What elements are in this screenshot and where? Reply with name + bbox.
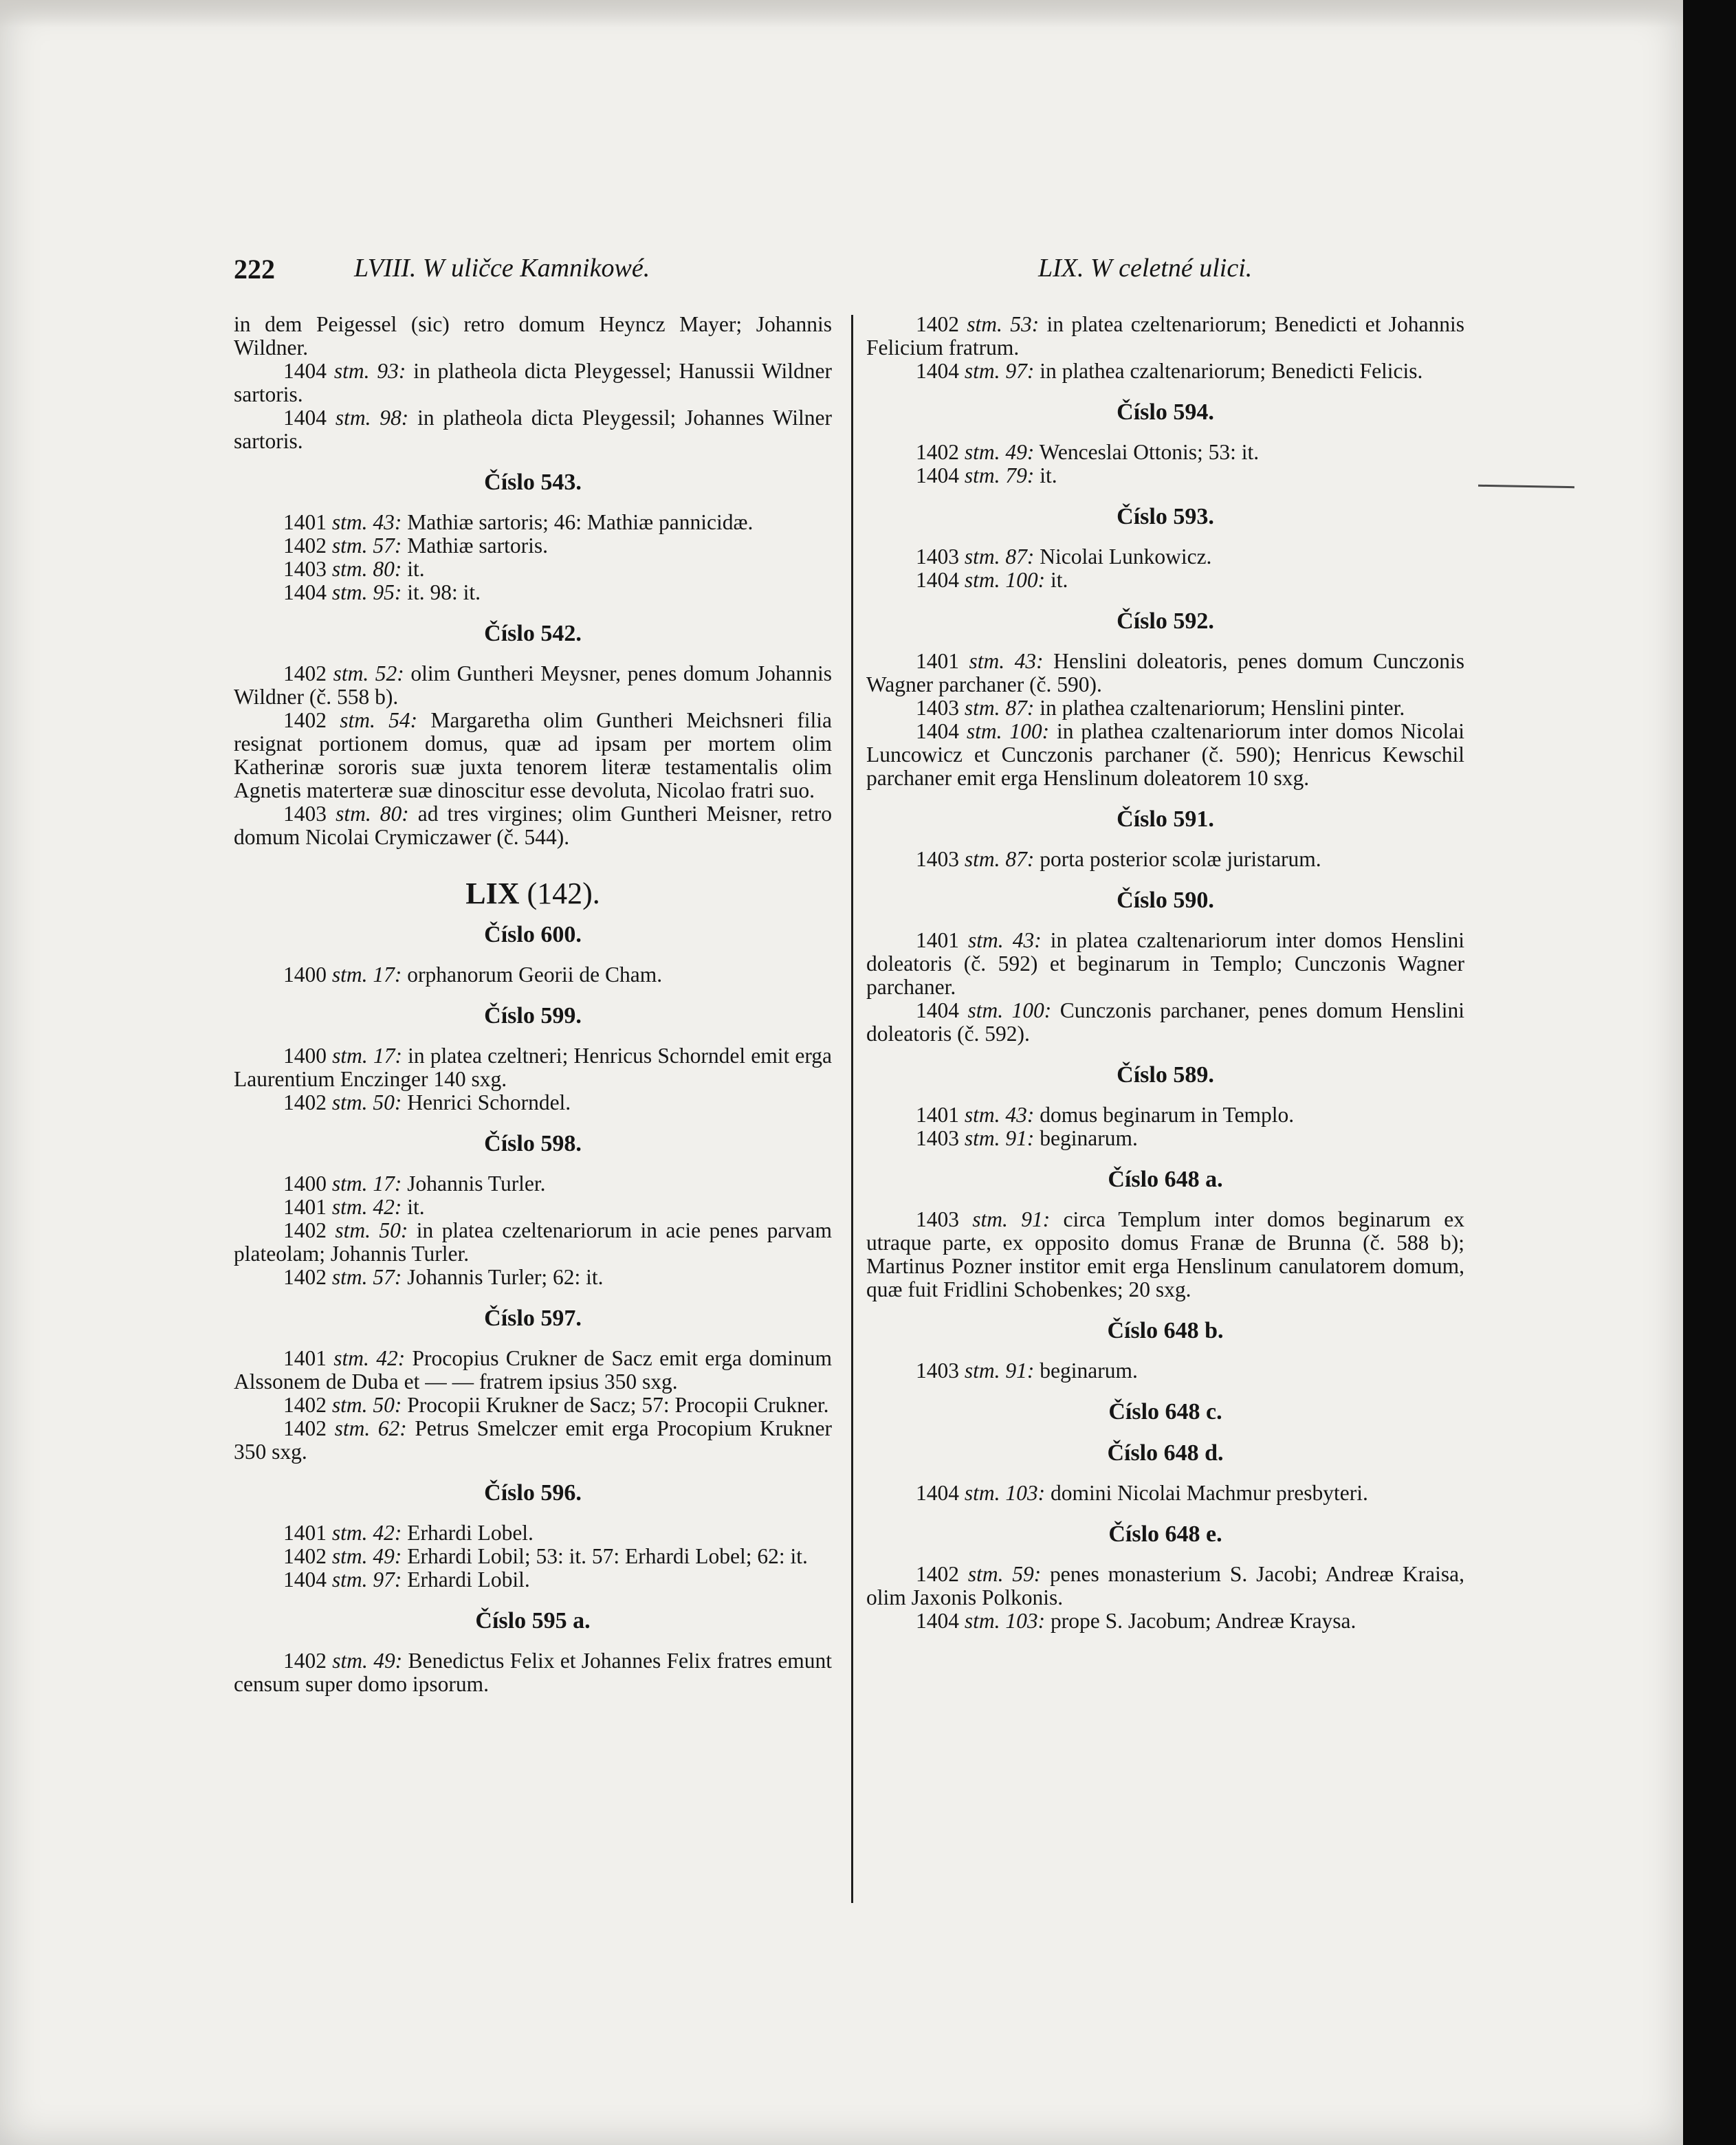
record-year: 1403 [916, 1358, 965, 1383]
entry-heading: Číslo 543. [484, 470, 582, 495]
entry-heading: Číslo 596. [484, 1480, 582, 1506]
entry-heading: Číslo 598. [484, 1131, 582, 1156]
record-reference: stm. 87: [964, 696, 1035, 720]
section-number: (142). [519, 877, 600, 910]
record-paragraph [234, 963, 832, 987]
record-reference: stm. 17: [331, 1172, 402, 1196]
record-reference: stm. 98: [335, 406, 409, 430]
record-text: it. [1034, 463, 1057, 487]
record-paragraph [866, 1103, 1464, 1127]
record-year: 1401 [283, 510, 332, 534]
entry-heading: Číslo 593. [1117, 504, 1214, 529]
entry-heading: Číslo 597. [484, 1306, 582, 1331]
record-text: Erhardi Lobil. [402, 1568, 530, 1592]
record-text: beginarum. [1034, 1358, 1138, 1383]
record-text: Nicolai Lunkowicz. [1034, 544, 1212, 569]
right-column [866, 313, 1464, 1633]
record-reference: stm. 79: [964, 463, 1035, 487]
margin-pen-mark [1478, 485, 1574, 488]
record-reference: stm. 50: [331, 1090, 402, 1114]
record-year: 1404 [283, 1568, 332, 1592]
entry-heading: Číslo 590. [1117, 888, 1214, 913]
record-reference: stm. 100: [967, 998, 1052, 1022]
record-text: in platheola dicta Pleygessil; Johannes Wilner sartoris. [234, 406, 833, 453]
entry-heading: Číslo 594. [1117, 399, 1214, 425]
record-reference: stm. 43: [968, 928, 1042, 952]
right-running-title: LIX. W celetné ulici. [1038, 254, 1253, 283]
record-paragraph [234, 662, 832, 709]
record-reference: stm. 49: [964, 440, 1035, 464]
record-reference: stm. 91: [964, 1358, 1035, 1383]
record-paragraph [234, 1219, 832, 1266]
record-year: 1404 [916, 1481, 965, 1505]
record-paragraph [234, 406, 832, 453]
record-paragraph [866, 999, 1464, 1046]
column-divider [851, 315, 853, 1903]
record-year: 1401 [916, 928, 969, 952]
record-reference: stm. 80: [331, 557, 402, 581]
record-text: in platea czeltenariorum in acie penes parvam plateolam; Johannis Turler. [234, 1218, 833, 1266]
record-year: 1403 [283, 802, 336, 826]
record-reference: stm. 42: [331, 1195, 402, 1219]
record-year: 1402 [916, 1562, 968, 1586]
record-reference: stm. 91: [964, 1126, 1035, 1150]
record-reference: stm. 42: [331, 1521, 402, 1545]
record-paragraph [234, 581, 832, 604]
record-paragraph [866, 313, 1464, 360]
record-year: 1401 [916, 649, 969, 673]
record-year: 1402 [916, 312, 967, 336]
record-paragraph [234, 511, 832, 534]
record-year: 1402 [283, 661, 333, 685]
record-text: Petrus Smelczer emit erga Procopium Krukner 350 sxg. [234, 1416, 832, 1464]
entry-heading: Číslo 600. [484, 922, 582, 947]
record-reference: stm. 100: [964, 568, 1046, 592]
record-year: 1401 [283, 1195, 332, 1219]
record-text: Johannis Turler; 62: it. [402, 1265, 604, 1289]
record-reference: stm. 43: [964, 1103, 1035, 1127]
record-year: 1401 [283, 1521, 332, 1545]
entry-heading: Číslo 648 e. [1108, 1521, 1222, 1547]
record-paragraph [866, 1359, 1464, 1383]
record-reference: stm. 17: [332, 1044, 402, 1068]
record-year: 1402 [283, 1416, 335, 1440]
record-reference: stm. 43: [331, 510, 402, 534]
record-year: 1402 [916, 440, 965, 464]
record-paragraph [866, 650, 1464, 696]
entry-heading: Číslo 599. [484, 1003, 582, 1028]
record-paragraph [866, 1482, 1464, 1505]
record-year: 1402 [283, 1265, 332, 1289]
record-year: 1404 [916, 1609, 965, 1633]
entry-heading: Číslo 648 a. [1108, 1167, 1223, 1192]
record-text: in platheola dicta Pleygessel; Hanussii Wildner sartoris. [234, 359, 833, 406]
record-text: Mathiæ sartoris; 46: Mathiæ pannicidæ. [402, 510, 754, 534]
record-text: Henrici Schorndel. [402, 1090, 571, 1114]
record-year: 1403 [916, 1207, 973, 1231]
record-paragraph [234, 534, 832, 558]
record-text: penes monasterium S. Jacobi; Andreæ Kraisa, olim Jaxonis Polkonis. [866, 1562, 1464, 1609]
record-year: 1401 [283, 1346, 334, 1370]
record-text: orphanorum Georii de Cham. [402, 962, 663, 987]
record-text: in plathea czaltenariorum; Henslini pinter. [1034, 696, 1405, 720]
record-paragraph [234, 1394, 832, 1417]
record-text: circa Templum inter domos beginarum ex utraque parte, ex opposito domus Franæ de Brunna (č. 588 b); Martinus Pozner institor emit erga Henslinum canulatorem domum, quæ fuit Fridlini Schobenkes; 20 sxg. [866, 1207, 1465, 1301]
record-text: in platea czaltenariorum inter domos Henslini doleatoris (č. 592) et beginarum in Templo; Cunczonis Wagner parchaner. [866, 928, 1465, 999]
record-year: 1404 [916, 568, 965, 592]
record-year: 1402 [283, 708, 340, 732]
section-title [234, 877, 832, 910]
record-paragraph [234, 1417, 832, 1464]
record-reference: stm. 57: [331, 1265, 402, 1289]
record-year: 1400 [283, 962, 332, 987]
record-text: Wenceslai Ottonis; 53: it. [1034, 440, 1260, 464]
record-text: Erhardi Lobel. [402, 1521, 534, 1545]
entry-heading: Číslo 542. [484, 621, 582, 646]
record-paragraph [234, 1568, 832, 1592]
record-text: Johannis Turler. [402, 1172, 546, 1196]
record-reference: stm. 80: [336, 802, 409, 826]
record-paragraph [234, 1196, 832, 1219]
record-reference: stm. 62: [334, 1416, 407, 1440]
record-year: 1401 [916, 1103, 965, 1127]
record-reference: stm. 52: [333, 661, 404, 685]
entry-heading: Číslo 648 b. [1107, 1318, 1224, 1343]
entry-heading: Číslo 648 c. [1108, 1399, 1222, 1424]
record-text: ad tres virgines; olim Guntheri Meisner, retro domum Nicolai Crymiczawer (č. 544). [234, 802, 833, 849]
record-reference: stm. 42: [333, 1346, 406, 1370]
record-year: 1400 [283, 1172, 332, 1196]
record-paragraph [234, 313, 832, 360]
entry-heading: Číslo 648 d. [1107, 1440, 1224, 1466]
record-year: 1402 [283, 1090, 332, 1114]
record-paragraph [234, 709, 832, 802]
record-paragraph [234, 1044, 832, 1091]
record-year: 1404 [916, 463, 965, 487]
record-year: 1404 [283, 580, 332, 604]
record-paragraph [866, 569, 1464, 592]
record-paragraph [866, 360, 1464, 383]
record-paragraph [234, 1521, 832, 1545]
record-text: it. 98: it. [402, 580, 481, 604]
record-reference: stm. 87: [964, 847, 1035, 871]
record-paragraph [234, 1266, 832, 1289]
record-paragraph [234, 1649, 832, 1696]
record-paragraph [866, 1563, 1464, 1609]
record-paragraph [866, 1127, 1464, 1150]
record-text: in platea czeltenariorum; Benedicti et Johannis Felicium fratrum. [866, 312, 1464, 360]
record-text: Procopius Crukner de Sacz emit erga dominum Alssonem de Duba et — — fratrem ipsius 350 sxg. [234, 1346, 833, 1394]
section-numeral: LIX [465, 877, 520, 910]
record-text: in plathea czaltenariorum; Benedicti Felicis. [1034, 359, 1423, 383]
record-reference: stm. 50: [335, 1218, 408, 1242]
record-paragraph [866, 545, 1464, 569]
record-reference: stm. 53: [967, 312, 1040, 336]
record-reference: stm. 103: [964, 1481, 1046, 1505]
record-text: domus beginarum in Templo. [1034, 1103, 1295, 1127]
record-paragraph [866, 1208, 1464, 1301]
record-paragraph [234, 1347, 832, 1394]
record-year: 1402 [283, 1218, 336, 1242]
record-year: 1402 [283, 1544, 332, 1568]
record-reference: stm. 97: [964, 359, 1035, 383]
record-paragraph [866, 441, 1464, 464]
record-text: Cunczonis parchaner, penes domum Henslini doleatoris (č. 592). [866, 998, 1465, 1046]
record-text: beginarum. [1034, 1126, 1138, 1150]
record-paragraph [234, 1172, 832, 1196]
record-paragraph [234, 802, 832, 849]
record-text: prope S. Jacobum; Andreæ Kraysa. [1045, 1609, 1356, 1633]
record-paragraph [234, 360, 832, 406]
record-text: Mathiæ sartoris. [402, 534, 548, 558]
page-number: 222 [234, 254, 275, 285]
entry-heading: Číslo 592. [1117, 608, 1214, 634]
record-reference: stm. 17: [331, 962, 402, 987]
record-paragraph [866, 696, 1464, 720]
record-reference: stm. 57: [331, 534, 402, 558]
record-paragraph [234, 1091, 832, 1114]
record-text: it. [402, 1195, 425, 1219]
record-year: 1404 [916, 998, 968, 1022]
record-reference: stm. 97: [331, 1568, 402, 1592]
record-year: 1402 [283, 1393, 332, 1417]
record-paragraph [866, 848, 1464, 871]
record-year: 1402 [283, 1649, 333, 1673]
record-reference: stm. 91: [972, 1207, 1051, 1231]
record-reference: stm. 50: [331, 1393, 402, 1417]
record-text: it. [1045, 568, 1068, 592]
record-year: 1403 [916, 847, 965, 871]
record-text: in plathea czaltenariorum inter domos Nicolai Luncowicz et Cunczonis parchaner (č. 590); Henricus Kewschil parchaner emit erga Henslinum doleatorem 10 sxg. [866, 719, 1465, 790]
record-year: 1402 [283, 534, 332, 558]
record-year: 1404 [283, 406, 336, 430]
record-text: Erhardi Lobil; 53: it. 57: Erhardi Lobel; 62: it. [402, 1544, 808, 1568]
record-reference: stm. 49: [332, 1649, 403, 1673]
record-text: domini Nicolai Machmur presbyteri. [1045, 1481, 1368, 1505]
record-year: 1403 [283, 557, 332, 581]
record-paragraph [866, 929, 1464, 999]
record-text: in platea czeltneri; Henricus Schorndel emit erga Laurentium Enczinger 140 sxg. [234, 1044, 833, 1091]
scan-edge-shading [0, 0, 1683, 28]
record-text: Benedictus Felix et Johannes Felix fratres emunt censum super domo ipsorum. [234, 1649, 832, 1696]
record-text: Margaretha olim Guntheri Meichsneri filia resignat portionem domus, quæ ad ipsam per mortem olim Katherinæ sororis suæ juxta tenorem literæ testamentalis olim Agnetis materteræ suæ dinoscitur esse devoluta, Nicolao fratri suo. [234, 708, 832, 802]
entry-heading: Číslo 589. [1117, 1062, 1214, 1088]
record-reference: stm. 59: [967, 1562, 1042, 1586]
entry-heading: Číslo 595 a. [475, 1608, 591, 1634]
record-text: it. [402, 557, 425, 581]
left-column [234, 313, 832, 1696]
record-reference: stm. 49: [331, 1544, 402, 1568]
record-text: porta posterior scolæ juristarum. [1034, 847, 1321, 871]
record-paragraph [866, 1609, 1464, 1633]
left-running-title: LVIII. W uličce Kamnikowé. [354, 254, 650, 283]
record-text: Procopii Krukner de Sacz; 57: Procopii Crukner. [402, 1393, 829, 1417]
record-year: 1403 [916, 544, 965, 569]
record-year: 1403 [916, 696, 965, 720]
entry-heading: Číslo 591. [1117, 806, 1214, 832]
record-paragraph [234, 1545, 832, 1568]
record-text: olim Guntheri Meysner, penes domum Johannis Wildner (č. 558 b). [234, 661, 832, 709]
record-paragraph [866, 720, 1464, 790]
record-reference: stm. 87: [964, 544, 1035, 569]
record-reference: stm. 43: [969, 649, 1044, 673]
record-year: 1400 [283, 1044, 333, 1068]
record-reference: stm. 93: [333, 359, 406, 383]
record-reference: stm. 95: [331, 580, 402, 604]
record-reference: stm. 103: [964, 1609, 1046, 1633]
record-text: in dem Peigessel (sic) retro domum Heyncz Mayer; Johannis Wildner. [234, 312, 832, 360]
record-paragraph [234, 558, 832, 581]
record-year: 1403 [916, 1126, 965, 1150]
record-text: Henslini doleatoris, penes domum Cunczonis Wagner parchaner (č. 590). [866, 649, 1465, 696]
record-reference: stm. 54: [340, 708, 418, 732]
record-year: 1404 [283, 359, 334, 383]
record-year: 1404 [916, 359, 965, 383]
running-header [234, 253, 1471, 294]
record-year: 1404 [916, 719, 967, 743]
record-reference: stm. 100: [966, 719, 1050, 743]
record-paragraph [866, 464, 1464, 487]
